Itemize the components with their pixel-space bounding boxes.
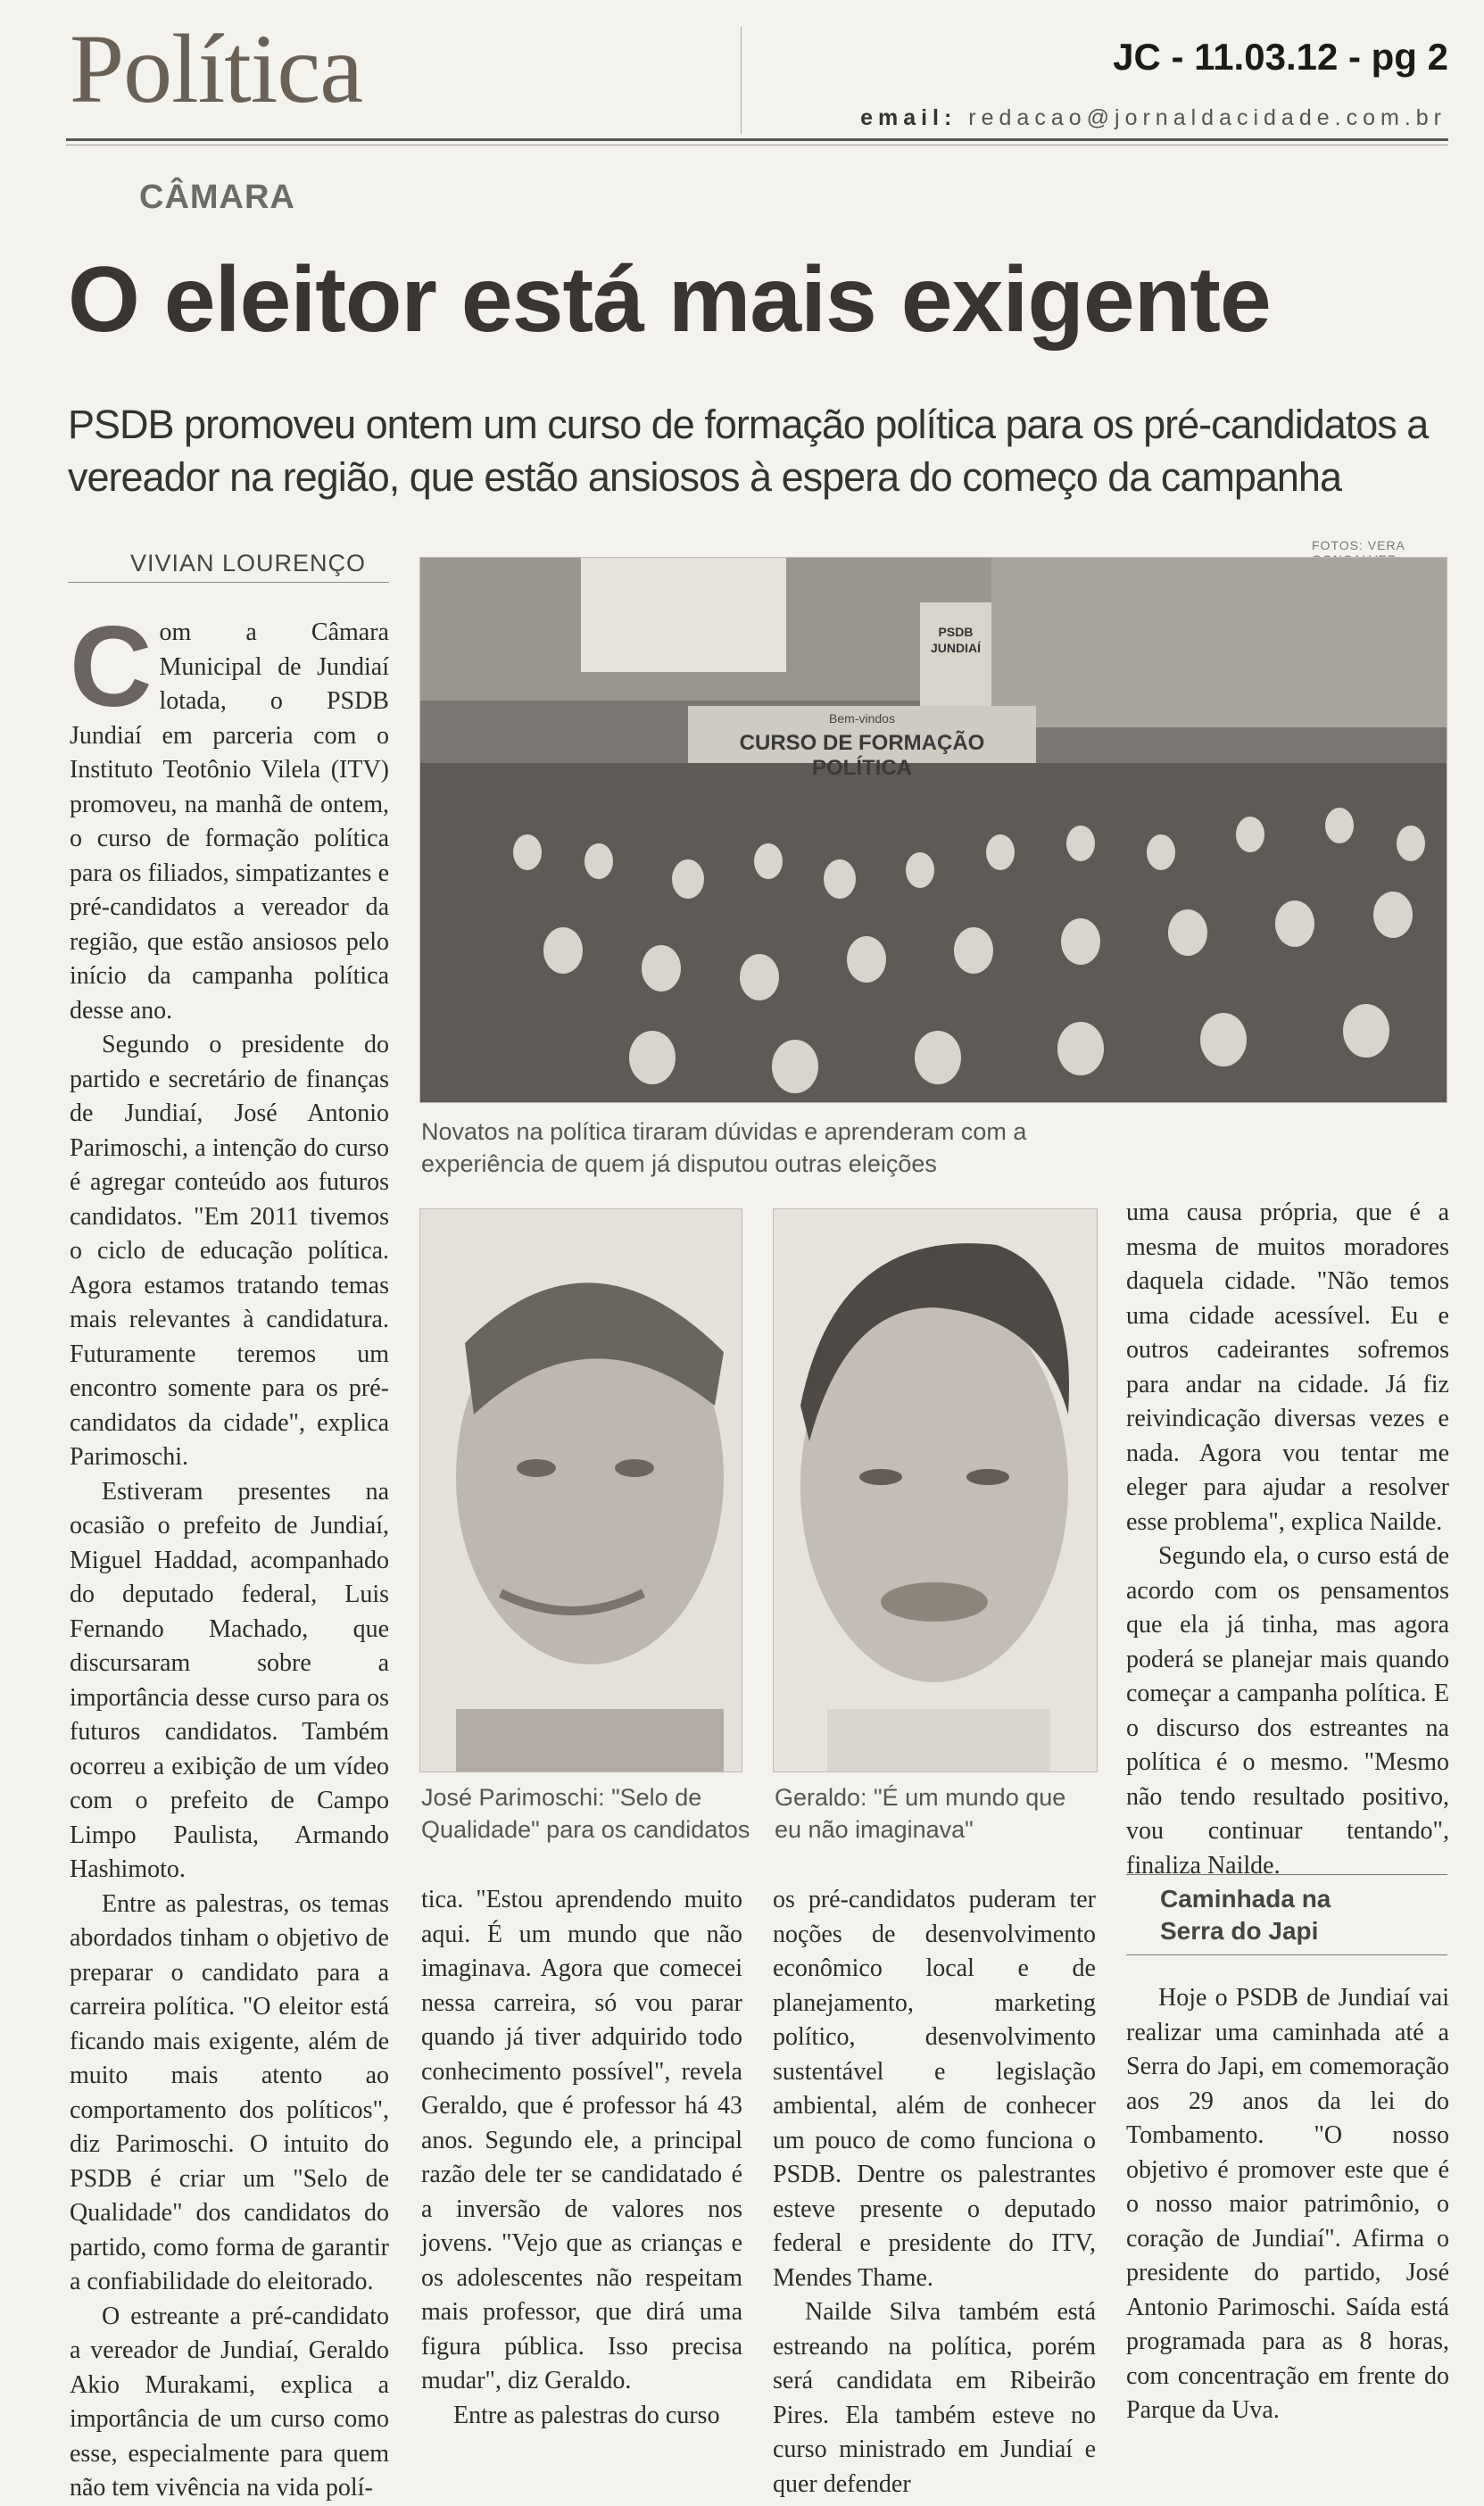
dropcap: C [70, 603, 153, 731]
banner-course: CURSO DE FORMAÇÃO POLÍTICA [739, 731, 985, 780]
paragraph: Hoje o PSDB de Jundiaí vai realizar uma caminhada até a Serra do Japi, em comemoração aos 29 anos da lei do Tombamento. "O nosso objetivo é promover este que é o nosso maior patrimônio, o coração de Jundiaí". Afirma o presidente do partido, José Antonio Parimoschi. Saída está programada para as 8 horas, com concentração em frente do Parque da Uva. [1126, 1984, 1449, 2424]
paragraph: om a Câmara Municipal de Jundiaí lotada, o PSDB Jundiaí em parceria com o Instituto Teotônio Vilela (ITV) promoveu, na manhã de ontem, o curso de formação política para os filiados, simpatizantes e pré-candidatos a vereador da região, que estão ansiosos pelo início da campanha política desse ano. [70, 618, 389, 1025]
portrait-illustration-left [420, 1209, 742, 1772]
sidebar-text [1126, 1981, 1449, 2428]
email-label: email: [860, 105, 958, 130]
paragraph: O estreante a pré-candidato a vereador de Jundiaí, Geraldo Akio Murakami, explica a importância de um curso como esse, especialmente para quem não tem vivência na vida polí- [70, 2302, 389, 2502]
subhead: PSDB promoveu ontem um curso de formação política para os pré-candidatos a vereador na região, que estão ansiosos à espera do começo da campanha [68, 402, 1429, 501]
article-column-2 [421, 1883, 742, 2433]
photo-geraldo [773, 1208, 1098, 1772]
article-column-1 [70, 603, 389, 2506]
kicker: CÂMARA [139, 178, 295, 216]
caption-parimoschi: José Parimoschi: "Selo de Qualidade" para os candidatos [421, 1784, 750, 1843]
photo-parimoschi [419, 1208, 742, 1772]
banner-welcome: Bem-vindos [829, 711, 895, 726]
article-column-4 [1126, 1196, 1449, 1883]
caption-main: Novatos na política tiraram dúvidas e aprenderam com a experiência de quem já disputou outras eleições [421, 1118, 1027, 1177]
masthead-divider [741, 27, 742, 134]
paragraph: uma causa própria, que é a mesma de muitos moradores daquela cidade. "Não temos uma cidade acessível. Eu e outros cadeirantes sofremos para andar na cidade. Já fiz reivindicação diversas vezes e nada. Agora vou tentar me eleger para ajudar a resolver esse problema", explica Nailde. [1126, 1199, 1449, 1536]
paragraph: Segundo o presidente do partido e secretário de finanças de Jundiaí, José Antonio Parimoschi, a intenção do curso é agregar conteúdo aos futuros candidatos. "Em 2011 tivemos o ciclo de educação política. Agora estamos tratando temas mais relevantes à candidatura. Futuramente teremos um encontro somente para os pré-candidatos da cidade", explica Parimoschi. [70, 1031, 389, 1471]
paragraph: Entre as palestras do curso [453, 2401, 720, 2429]
sidebar-title: Caminhada na Serra do Japi [1160, 1885, 1331, 1945]
headline: O eleitor está mais exigente [68, 248, 1271, 352]
portrait-illustration-right [774, 1209, 1097, 1772]
photo-credit: FOTOS: VERA [1312, 538, 1405, 552]
paragraph: Estiveram presentes na ocasião o prefeito de Jundiaí, Miguel Haddad, acompanhado do deputado federal, Luis Fernando Machado, que discursaram sobre a importância desse curso para os futuros candidatos. Também ocorreu a exibição de um vídeo com o prefeito de Campo Limpo Paulista, Armando Hashimoto. [70, 1477, 389, 1883]
email-address[interactable]: redacao@jornaldacidade.com.br [968, 105, 1447, 130]
sidebar-rule-top [1126, 1874, 1447, 1875]
byline: VIVIAN LOURENÇO [130, 550, 367, 577]
edition-info: JC - 11.03.12 - pg 2 [1113, 36, 1448, 78]
caption-geraldo: Geraldo: "É um mundo que eu não imaginava" [775, 1784, 1066, 1843]
paragraph: Segundo ela, o curso está de acordo com os pensamentos que ela já tinha, mas agora poderá se planejar mais quando começar a campanha política. E o discurso dos estreantes na política é o mesmo. "Mesmo não tendo resultado positivo, vou continuar tentando", finaliza Nailde. [1126, 1542, 1449, 1880]
section-name: Política [70, 14, 363, 123]
email-line [860, 105, 1447, 131]
masthead-rule [66, 138, 1448, 141]
sidebar-rule-bottom [1126, 1954, 1447, 1955]
photo-auditorium [419, 557, 1447, 1103]
paragraph: Entre as palestras, os temas abordados tinham o objetivo de preparar o candidato para a carreira política. "O eleitor está ficando mais exigente, além de muito mais atento ao comportamento dos políticos", diz Parimoschi. O intuito do PSDB é criar um "Selo de Qualidade" dos candidatos do partido, como forma de garantir a confiabilidade do eleitorado. [70, 1889, 389, 2295]
paragraph: tica. "Estou aprendendo muito aqui. É um mundo que não imaginava. Agora que comecei nessa carreira, só vou parar quando já tiver adquirido todo conhecimento possível", revela Geraldo, que é professor há 43 anos. Segundo ele, a principal razão dele ter se candidatado é a inversão de valores nos jovens. "Vejo que as crianças e os adolescentes não respeitam mais professor, que dirá uma figura pública. Isso precisa mudar", diz Geraldo. [421, 1886, 742, 2394]
byline-rule [68, 582, 389, 583]
psdb-sign: PSDB JUNDIAÍ [930, 625, 981, 655]
paragraph: Nailde Silva também está estreando na política, porém será candidata em Ribeirão Pires. Ela também esteve no curso ministrado em Jundiaí e quer defender [773, 2298, 1096, 2498]
paragraph: os pré-candidatos puderam ter noções de desenvolvimento econômico local e de planejamento, marketing político, desenvolvimento sustentável e legislação ambiental, além de conhecer um pouco de como funciona o PSDB. Dentre os palestrantes esteve presente o deputado federal e presidente do ITV, Mendes Thame. [773, 1886, 1096, 2292]
article-column-3 [773, 1883, 1096, 2502]
